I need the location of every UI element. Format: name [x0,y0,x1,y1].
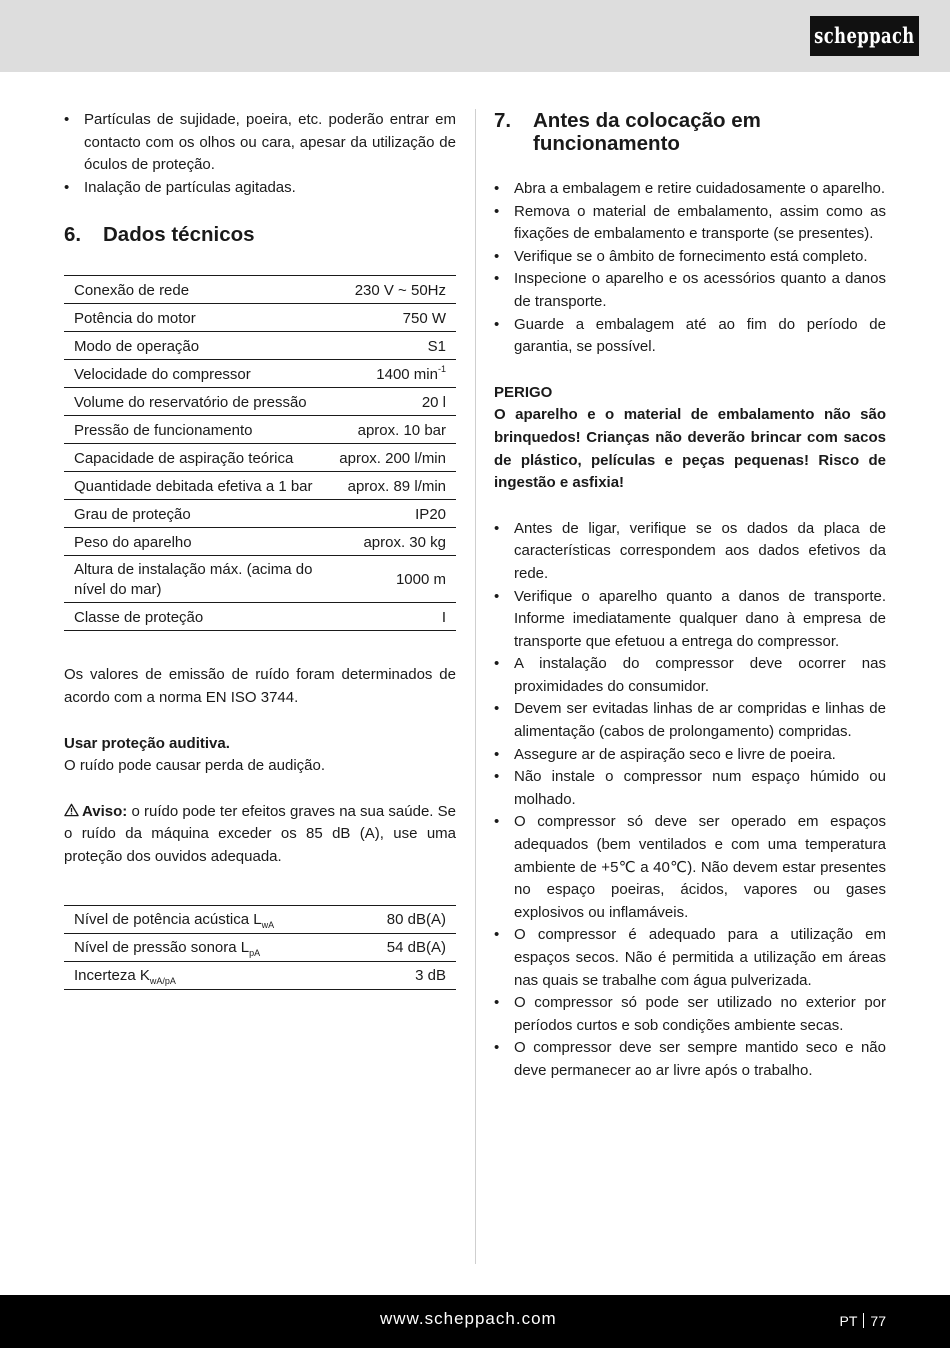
unpacking-bullet: • Remova o material de embalamento, assim como as fixações de embalamento e transporte (se presentes). [494,201,886,246]
page-footer [0,1295,950,1348]
spec-row-value: I [441,608,446,626]
spec-row [64,416,456,444]
unpacking-bullet: • Inspecione o aparelho e os acessórios quanto a danos de transporte. [494,268,886,313]
spec-row-value-cell [329,360,456,388]
right-column [494,109,886,1083]
installation-bullet: • Verifique o aparelho quanto a danos de transporte. Informe imediatamente qualquer dano à empresa de transporte que efetuou a entrega do compressor. [494,586,886,654]
spec-row-superscript: -1 [437,363,446,374]
noise-row-value: 3 dB [415,966,446,984]
spec-row-label: Potência do motor [74,309,196,327]
danger-text: O aparelho e o material de embalamento não são brinquedos! Crianças não deverão brincar com sacos de plástico, películas e peças pequenas! Risco de ingestão e asfixia! [494,406,886,492]
spec-row-value: 20 l [421,393,446,411]
noise-row [64,933,456,961]
spec-row-value-cell [329,500,456,528]
noise-row-value-cell [352,961,456,989]
spec-row-label: Peso do aparelho [74,533,192,551]
hearing-protection-text: O ruído pode causar perda de audição. [64,757,326,775]
spec-row-label-cell [64,388,329,416]
spec-row-value-cell [329,416,456,444]
spec-row-label: Grau de proteção [74,505,191,523]
spec-row-label: Conexão de rede [74,281,190,299]
spec-row [64,472,456,500]
spec-row-label: Modo de operação [74,337,200,355]
spec-row-value-cell [329,388,456,416]
spec-row-value: aprox. 89 l/min [347,477,446,495]
noise-row-label: Nível de pressão sonora L [74,938,250,956]
spec-row [64,276,456,304]
column-divider [475,109,476,1264]
noise-row-value: 80 dB(A) [386,910,446,928]
spec-row-value: 1000 m [395,571,446,589]
intro-bullet-list [64,109,456,199]
spec-row-label-cell [64,360,329,388]
installation-bullet: • A instalação do compressor deve ocorrer nas proximidades do consumidor. [494,653,886,698]
spec-row-value-cell [329,528,456,556]
spec-row [64,500,456,528]
installation-bullet: • Não instale o compressor num espaço húmido ou molhado. [494,766,886,811]
noise-row [64,961,456,989]
noise-row-value-cell [352,905,456,933]
page-number: 77 [870,1313,886,1329]
unpacking-bullet: • Verifique se o âmbito de fornecimento está completo. [494,246,886,269]
spec-row-label-cell [64,500,329,528]
spec-row-value: 750 W [402,309,446,327]
page-separator [863,1313,864,1328]
noise-values-table [64,905,456,990]
noise-row-label-cell [64,933,352,961]
installation-bullet: • O compressor é adequado para a utilização em espaços secos. Não é permitida a utilização em áreas nas quais se trabalhe com água pulverizada. [494,924,886,992]
danger-title: PERIGO [494,383,553,401]
installation-bullet: • Antes de ligar, verifique se os dados da placa de características correspondem aos dados efetivos da rede. [494,518,886,586]
spec-row-label-cell [64,556,329,603]
spec-row-value: aprox. 30 kg [363,533,446,551]
spec-row [64,332,456,360]
spec-row-value: 1400 min [376,365,438,383]
noise-row-subscript: wA/pA [149,975,176,986]
intro-bullet: • Partículas de sujidade, poeira, etc. poderão entrar em contacto com os olhos ou cara, apesar da utilização de óculos de proteção. [64,109,456,177]
intro-bullet: • Inalação de partículas agitadas. [64,177,456,200]
spec-row [64,360,456,388]
spec-row-label-cell [64,416,329,444]
warning-paragraph [64,801,456,869]
warning-label: Aviso: [82,802,128,820]
warning-text: o ruído pode ter efeitos graves na sua saúde. Se o ruído da máquina exceder os 85 dB (A), use uma proteção dos ouvidos adequada. [64,802,456,865]
spec-row-label-cell [64,472,329,500]
spec-row-label-cell [64,304,329,332]
noise-row-value-cell [352,933,456,961]
spec-row-value-cell [329,444,456,472]
installation-bullet-list [494,518,886,1083]
spec-row-label: Capacidade de aspiração teórica [74,449,294,467]
spec-row [64,528,456,556]
spec-row-value-cell [329,304,456,332]
installation-bullet: • O compressor só pode ser utilizado no exterior por períodos curtos e sob condições ambiente secas. [494,992,886,1037]
section-6-heading: 6. Dados técnicos [64,223,255,247]
scheppach-logo: scheppach [810,16,919,56]
spec-row [64,603,456,631]
spec-row-label-cell [64,276,329,304]
spec-row-value: aprox. 200 l/min [339,449,446,467]
page-header [0,0,950,72]
spec-row-label: Volume do reservatório de pressão [74,393,307,411]
warning-triangle-icon [64,803,79,817]
left-column [64,109,456,990]
noise-paragraph: Os valores de emissão de ruído foram determinados de acordo com a norma EN ISO 3744. [64,666,456,706]
unpacking-bullet: • Abra a embalagem e retire cuidadosamente o aparelho. [494,178,886,201]
unpacking-bullet-list [494,178,886,359]
noise-row-label: Incerteza K [74,966,150,984]
spec-row-label: Quantidade debitada efetiva a 1 bar [74,477,313,495]
spec-row-label: Velocidade do compressor [74,365,251,383]
footer-url[interactable]: www.scheppach.com [380,1309,557,1328]
noise-row-label-cell [64,961,352,989]
installation-bullet: • O compressor deve ser sempre mantido seco e não deve permanecer ao ar livre após o trabalho. [494,1037,886,1082]
spec-row-label-cell [64,528,329,556]
spec-row-label: Altura de instalação máx. (acima do nível do mar) [74,561,313,598]
technical-data-table [64,275,456,631]
noise-row-value: 54 dB(A) [386,938,446,956]
spec-row-label-cell [64,603,329,631]
page-indicator [840,1310,886,1333]
installation-bullet: • Assegure ar de aspiração seco e livre de poeira. [494,744,886,767]
spec-row-value: 230 V ~ 50Hz [354,281,446,299]
spec-row-value: IP20 [415,505,446,523]
spec-row-value-cell [329,276,456,304]
noise-row-label: Nível de potência acústica L [74,910,262,928]
spec-row-label-cell [64,444,329,472]
noise-row [64,905,456,933]
spec-row [64,304,456,332]
noise-row-label-cell [64,905,352,933]
installation-bullet: • O compressor só deve ser operado em espaços adequados (bem ventilados e com uma temperatura ambiente de +5℃ a 40℃). Não devem estar presentes no espaço poeiras, ácidos, vapores ou gases explosivos ou inflamáveis. [494,811,886,924]
spec-row [64,444,456,472]
spec-row-label: Classe de proteção [74,608,204,626]
spec-row [64,556,456,603]
spec-row-label-cell [64,332,329,360]
unpacking-bullet: • Guarde a embalagem até ao fim do período de garantia, se possível. [494,314,886,359]
spec-row-value-cell [329,603,456,631]
spec-row-value-cell [329,472,456,500]
spec-row-value: aprox. 10 bar [357,421,446,439]
spec-row-value-cell [329,332,456,360]
noise-row-subscript: wA [261,919,275,930]
noise-row-subscript: pA [249,947,261,958]
spec-row [64,388,456,416]
language-code: PT [839,1313,858,1329]
installation-bullet: • Devem ser evitadas linhas de ar compridas e linhas de alimentação (cabos de prolongamento) compridas. [494,698,886,743]
spec-row-value-cell [329,556,456,603]
hearing-protection-title: Usar proteção auditiva. [64,734,230,752]
spec-row-value: S1 [427,337,446,355]
spec-row-label: Pressão de funcionamento [74,421,253,439]
section-7-heading: 7. Antes da colocação em funcionamento [494,109,761,155]
